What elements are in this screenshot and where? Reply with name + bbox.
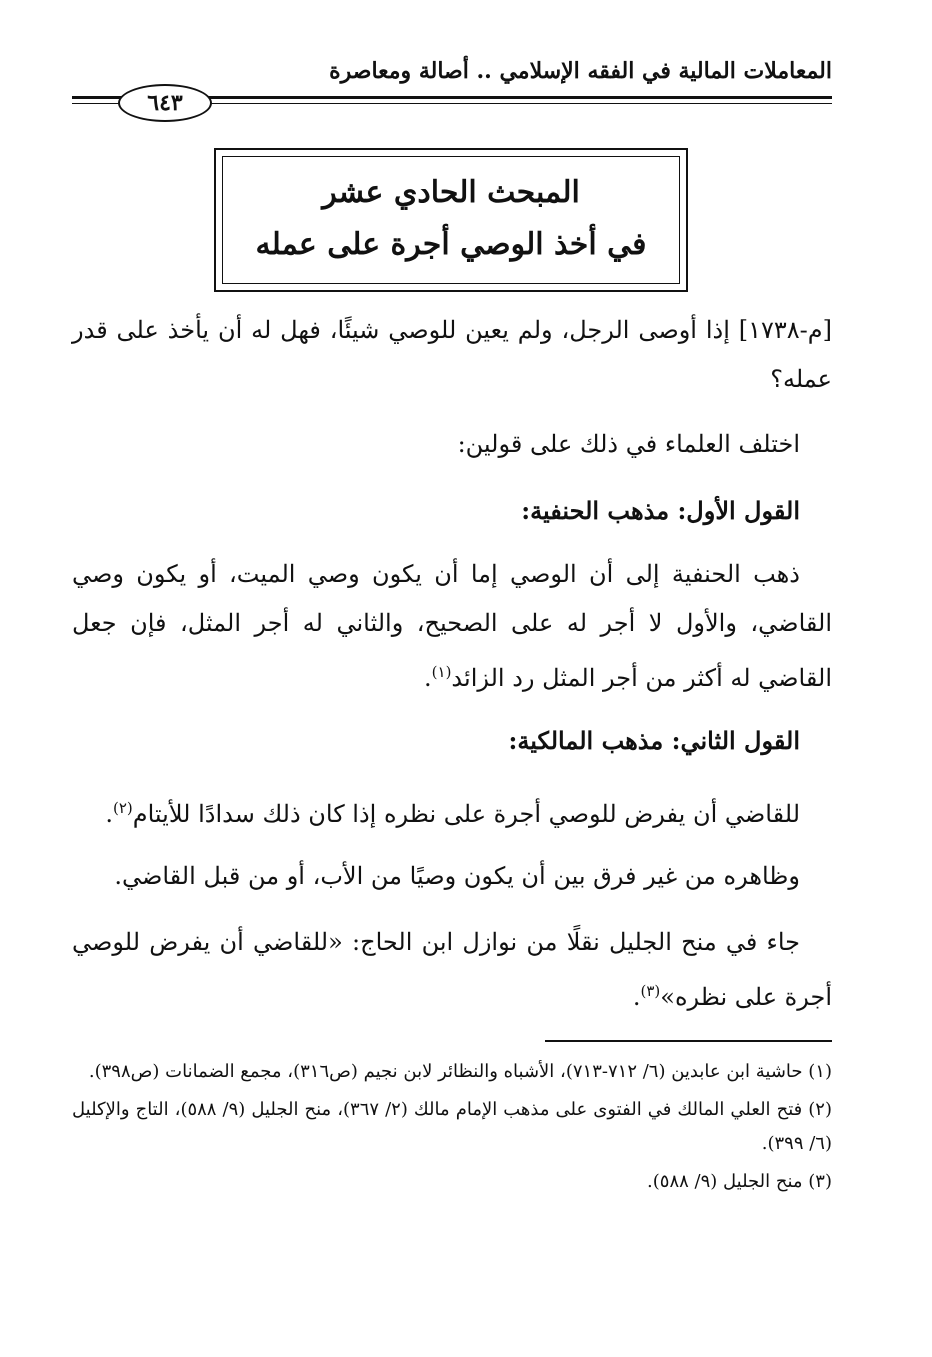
body-text-2 xyxy=(72,420,832,469)
body-text-6 xyxy=(72,784,832,839)
maliki-text: للقاضي أن يفرض للوصي أجرة على نظره إذا كان ذلك سدادًا للأيتام xyxy=(132,800,800,828)
footnote-ref-1[interactable]: (١) xyxy=(431,663,452,681)
body-text-8 xyxy=(72,918,832,1022)
footnote-1: (١) حاشية ابن عابدين (٦/ ٧١٢-٧١٣)، الأشباه والنظائر لابن نجيم (ص٣١٦)، مجمع الضمانات (ص٣٩٨). xyxy=(88,1061,832,1082)
body-text-4 xyxy=(72,550,832,703)
footnote-3: (٣) منح الجليل (٩/ ٥٨٨). xyxy=(647,1171,832,1192)
heading-first-opinion: القول الأول: مذهب الحنفية: xyxy=(521,496,800,525)
footnote-2: (٢) فتح العلي المالك في الفتوى على مذهب الإمام مالك (٢/ ٣٦٧)، منح الجليل (٩/ ٥٨٨)، التاج والإكليل (٦/ ٣٩٩). xyxy=(72,1099,832,1154)
section-title-inner-frame xyxy=(222,156,680,284)
apparent-meaning-paragraph: وظاهره من غير فرق بين أن يكون وصيًا من الأب، أو من قبل القاضي. xyxy=(114,862,800,890)
footnote-separator xyxy=(545,1040,832,1042)
footnote-ref-2[interactable]: (٢) xyxy=(112,799,133,817)
hanafi-text: ذهب الحنفية إلى أن الوصي إما أن يكون وصي الميت، أو يكون وصي القاضي، والأول لا أجر له على الصحيح، والثاني له أجر المثل، فإن جعل القاضي له أكثر من أجر المثل رد الزائد xyxy=(72,560,832,692)
footnotes xyxy=(72,1055,832,1203)
section-title-box xyxy=(214,148,688,292)
section-subtitle: في أخذ الوصي أجرة على عمله xyxy=(255,227,647,262)
quote-paragraph: جاء في منح الجليل نقلًا من نوازل ابن الحاج: «للقاضي أن يفرض للوصي أجرة على نظره»$^{(٣)}$. xyxy=(72,928,832,1011)
footnote-ref-3[interactable]: (٣) xyxy=(640,982,661,1000)
hanafi-paragraph: ذهب الحنفية إلى أن الوصي إما أن يكون وصي الميت، أو يكون وصي القاضي، والأول لا أجر له على الصحيح، والثاني له أجر المثل، فإن جعل القاضي له أكثر من أجر المثل رد الزائد$^{(١)}$. xyxy=(72,560,832,692)
body-text-3 xyxy=(72,486,832,535)
heading-second-opinion: القول الثاني: مذهب المالكية: xyxy=(508,726,800,755)
running-title: المعاملات المالية في الفقه الإسلامي .. أصالة ومعاصرة xyxy=(329,58,832,84)
intro-paragraph: اختلف العلماء في ذلك على قولين: xyxy=(457,430,800,458)
body-text xyxy=(72,306,832,404)
question-paragraph: [م-١٧٣٨] إذا أوصى الرجل، ولم يعين للوصي شيئًا، فهل له أن يأخذ على قدر عمله؟ xyxy=(72,316,832,393)
body-text-5 xyxy=(72,716,832,765)
page-number: ٦٤٣ xyxy=(118,84,212,122)
maliki-paragraph: للقاضي أن يفرض للوصي أجرة على نظره إذا كان ذلك سدادًا للأيتام$^{(٢)}$. xyxy=(105,799,800,828)
section-title: المبحث الحادي عشر xyxy=(322,175,580,210)
body-text-7 xyxy=(72,852,832,901)
quote-text: جاء في منح الجليل نقلًا من نوازل ابن الحاج: «للقاضي أن يفرض للوصي أجرة على نظره» xyxy=(72,928,832,1011)
